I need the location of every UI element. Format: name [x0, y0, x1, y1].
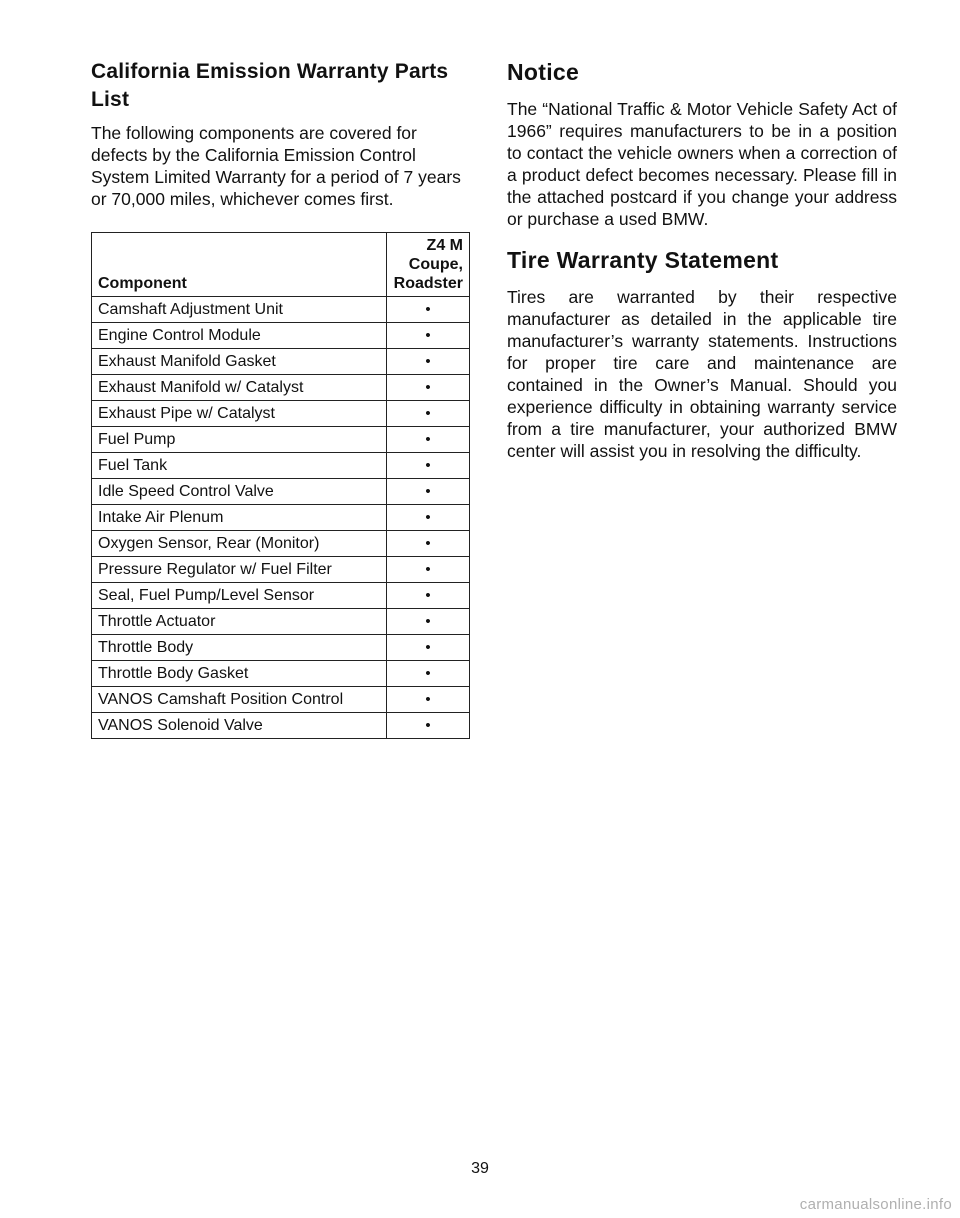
- component-cell: Exhaust Manifold Gasket: [92, 349, 387, 375]
- table-row: [92, 583, 470, 609]
- component-cell: Pressure Regulator w/ Fuel Filter: [92, 557, 387, 583]
- table-row: [92, 713, 470, 739]
- component-cell: Fuel Pump: [92, 427, 387, 453]
- emission-parts-table: [91, 232, 470, 739]
- table-header-row: [92, 233, 470, 297]
- coverage-bullet-cell: •: [387, 609, 470, 635]
- component-cell: Camshaft Adjustment Unit: [92, 297, 387, 323]
- coverage-bullet-cell: •: [387, 297, 470, 323]
- component-cell: Throttle Body Gasket: [92, 661, 387, 687]
- tire-warranty-title: Tire Warranty Statement: [507, 247, 779, 273]
- component-cell: Intake Air Plenum: [92, 505, 387, 531]
- coverage-bullet-cell: •: [387, 323, 470, 349]
- coverage-bullet-cell: •: [387, 375, 470, 401]
- component-cell: Oxygen Sensor, Rear (Monitor): [92, 531, 387, 557]
- coverage-bullet-cell: •: [387, 505, 470, 531]
- component-cell: Throttle Actuator: [92, 609, 387, 635]
- watermark: carmanualsonline.info: [799, 1196, 952, 1213]
- column-header-component: Component: [92, 233, 387, 297]
- table-row: [92, 479, 470, 505]
- table-row: [92, 401, 470, 427]
- coverage-bullet-cell: •: [387, 427, 470, 453]
- left-column: [91, 58, 471, 210]
- coverage-bullet-cell: •: [387, 583, 470, 609]
- table-row: [92, 375, 470, 401]
- coverage-bullet-cell: •: [387, 531, 470, 557]
- coverage-bullet-cell: •: [387, 479, 470, 505]
- coverage-bullet-cell: •: [387, 349, 470, 375]
- coverage-bullet-cell: •: [387, 401, 470, 427]
- component-cell: Exhaust Pipe w/ Catalyst: [92, 401, 387, 427]
- notice-body: The “National Traffic & Motor Vehicle Safety Act of 1966” requires manufacturers to be in a position to contact the vehicle owners when a correction of a product defect becomes necessary. Please fill in the attached postcard if you change your address or purchase a used BMW.: [507, 99, 897, 229]
- table-row: [92, 687, 470, 713]
- table-row: [92, 297, 470, 323]
- column-header-model: Z4 M Coupe, Roadster: [387, 233, 470, 297]
- right-column: [507, 58, 897, 462]
- coverage-bullet-cell: •: [387, 687, 470, 713]
- component-cell: Idle Speed Control Valve: [92, 479, 387, 505]
- component-cell: Fuel Tank: [92, 453, 387, 479]
- component-cell: Exhaust Manifold w/ Catalyst: [92, 375, 387, 401]
- table-row: [92, 557, 470, 583]
- table-row: [92, 349, 470, 375]
- component-cell: Seal, Fuel Pump/Level Sensor: [92, 583, 387, 609]
- table-row: [92, 323, 470, 349]
- table-row: [92, 453, 470, 479]
- table-row: [92, 609, 470, 635]
- component-cell: Throttle Body: [92, 635, 387, 661]
- coverage-bullet-cell: •: [387, 453, 470, 479]
- component-cell: VANOS Solenoid Valve: [92, 713, 387, 739]
- emission-parts-intro: The following components are covered for defects by the California Emission Control System Limited Warranty for a period of 7 years or 70,000 miles, whichever comes first.: [91, 123, 461, 209]
- table-body: [92, 297, 470, 739]
- table-row: [92, 505, 470, 531]
- page-number: 39: [471, 1160, 489, 1177]
- coverage-bullet-cell: •: [387, 557, 470, 583]
- table-row: [92, 531, 470, 557]
- notice-title: Notice: [507, 59, 580, 85]
- coverage-bullet-cell: •: [387, 713, 470, 739]
- table-row: [92, 427, 470, 453]
- emission-parts-title: California Emission Warranty Parts List: [91, 60, 449, 111]
- coverage-bullet-cell: •: [387, 635, 470, 661]
- table-row: [92, 635, 470, 661]
- component-cell: VANOS Camshaft Position Control: [92, 687, 387, 713]
- component-cell: Engine Control Module: [92, 323, 387, 349]
- coverage-bullet-cell: •: [387, 661, 470, 687]
- tire-warranty-body: Tires are warranted by their respective manufacturer as detailed in the applicable tire manufacturer’s warranty statements. Instructions for proper tire care and maintenance are contained in the Owner’s Manual. Should you experience difficulty in obtaining warranty service from a tire manufacturer, your authorized BMW center will assist you in resolving the difficulty.: [507, 287, 897, 461]
- table-row: [92, 661, 470, 687]
